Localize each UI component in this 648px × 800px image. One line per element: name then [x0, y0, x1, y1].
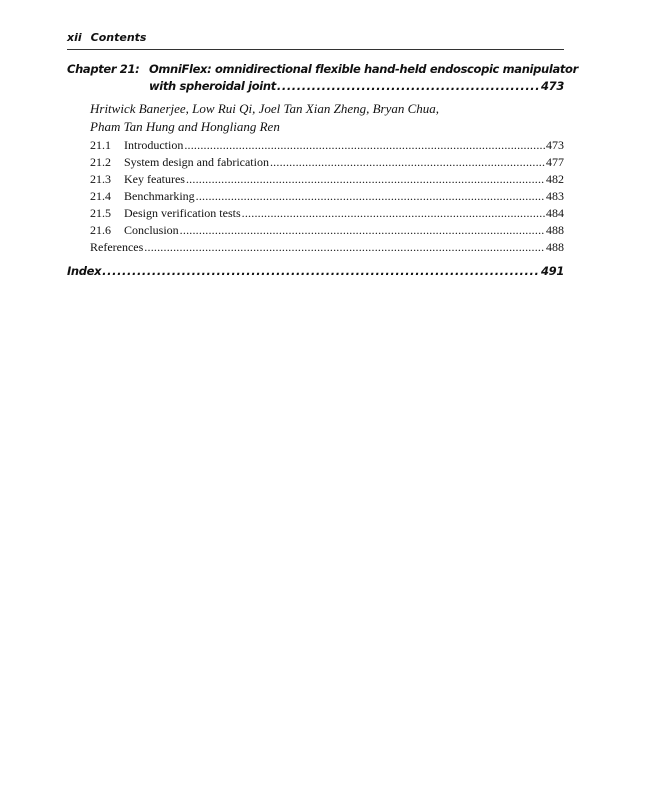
section-number: 21.1	[90, 138, 111, 152]
page-number: xii	[67, 31, 82, 44]
references-page: 488	[546, 240, 564, 254]
section-title: Benchmarking	[124, 189, 195, 203]
section-number: 21.2	[90, 155, 111, 169]
index-entry[interactable]	[67, 264, 564, 278]
section-page: 488	[546, 223, 564, 237]
header-rule	[67, 49, 564, 50]
section-page: 483	[546, 189, 564, 203]
chapter-number: Chapter 21:	[67, 62, 140, 76]
leader-dots	[180, 223, 545, 238]
leader-dots	[186, 172, 545, 187]
section-page: 473	[546, 138, 564, 152]
chapter-title-line2: with spheroidal joint	[149, 79, 276, 93]
toc-entry-21-5[interactable]	[90, 206, 564, 223]
toc-entry-21-3[interactable]	[90, 172, 564, 189]
index-page: 491	[541, 264, 564, 278]
leader-dots	[277, 79, 540, 93]
section-number: 21.4	[90, 189, 111, 203]
section-title: Key features	[124, 172, 185, 186]
section-page: 477	[546, 155, 564, 169]
toc-entry-21-6[interactable]	[90, 223, 564, 240]
authors-line2: Pham Tan Hung and Hongliang Ren	[90, 119, 280, 134]
chapter-title-line1: OmniFlex: omnidirectional flexible hand-held endoscopic manipulator	[149, 62, 578, 76]
toc-entry-21-4[interactable]	[90, 189, 564, 206]
references-title: References	[90, 240, 144, 254]
toc-entry-21-2[interactable]	[90, 155, 564, 172]
index-title: Index	[67, 264, 102, 278]
section-number: 21.3	[90, 172, 111, 186]
toc-entry-21-1[interactable]	[90, 138, 564, 155]
chapter-page: 473	[541, 79, 564, 93]
section-number: 21.5	[90, 206, 111, 220]
section-page: 484	[546, 206, 564, 220]
leader-dots	[144, 240, 545, 255]
section-number: 21.6	[90, 223, 111, 237]
section-title: Introduction	[124, 138, 184, 152]
leader-dots	[184, 138, 545, 153]
section-title: System design and fabrication	[124, 155, 269, 169]
section-title: Design verification tests	[124, 206, 241, 220]
chapter-authors	[90, 100, 439, 136]
leader-dots	[196, 189, 545, 204]
authors-line1: Hritwick Banerjee, Low Rui Qi, Joel Tan Xian Zheng, Bryan Chua,	[90, 101, 440, 116]
toc-entry-references[interactable]	[90, 240, 564, 257]
leader-dots	[270, 155, 545, 170]
section-title: Conclusion	[124, 223, 179, 237]
running-head-title: Contents	[90, 31, 147, 44]
running-head	[67, 31, 146, 44]
section-list	[90, 138, 564, 257]
section-page: 482	[546, 172, 564, 186]
leader-dots	[102, 264, 540, 278]
leader-dots	[242, 206, 545, 221]
